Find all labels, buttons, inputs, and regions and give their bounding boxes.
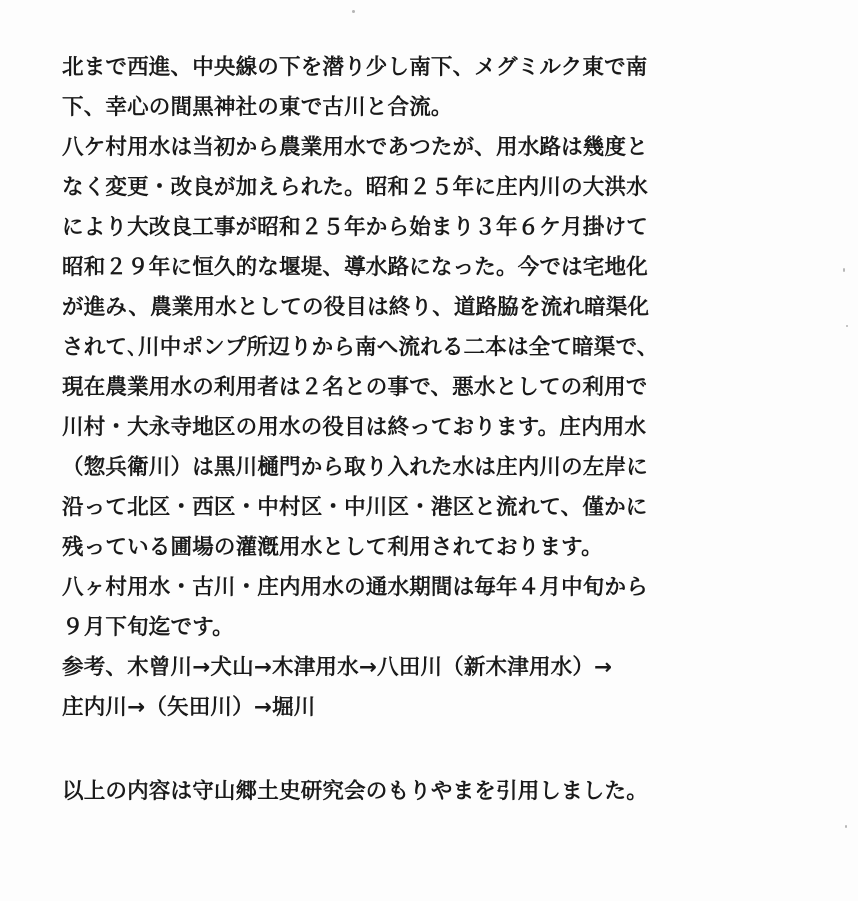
text-line: 残っている圃場の灌漑用水として利用されております。 <box>62 535 603 560</box>
paragraph-gap <box>62 728 782 772</box>
scan-speck <box>846 325 848 327</box>
text-line: 現在農業用水の利用者は２名との事で、悪水としての利用で <box>62 375 648 400</box>
text-line: 川村・大永寺地区の用水の役目は終っております。庄内用水 <box>62 415 647 440</box>
text-line: 八ケ村用水は当初から農業用水であつたが、用水路は幾度と <box>62 135 648 160</box>
scan-speck <box>845 825 847 828</box>
text-line: 庄内川→（矢田川）→堀川 <box>62 695 316 720</box>
text-line: （惣兵衛川）は黒川樋門から取り入れた水は庄内川の左岸に <box>62 455 648 480</box>
text-line: 北まで西進、中央線の下を潜り少し南下、メグミルク東で南 <box>62 55 648 80</box>
text-line: 昭和２９年に恒久的な堰堤、導水路になった。今では宅地化 <box>62 255 648 280</box>
text-line: されて､川中ポンプ所辺りから南へ流れる二本は全て暗渠で、 <box>62 335 659 360</box>
text-line: により大改良工事が昭和２５年から始まり３年６ケ月掛けて <box>62 215 648 240</box>
text-line: ９月下旬迄です。 <box>62 615 234 640</box>
text-line: 下、幸心の間黒神社の東で古川と合流。 <box>62 95 453 120</box>
text-line: 沿って北区・西区・中村区・中川区・港区と流れて、僅かに <box>62 495 648 520</box>
text-line: なく変更・改良が加えられた。昭和２５年に庄内川の大洪水 <box>62 175 648 200</box>
scan-speck <box>843 268 845 272</box>
closing-line: 以上の内容は守山郷土史研究会のもりやまを引用しました。 <box>62 779 648 804</box>
document-body <box>62 48 782 812</box>
text-line: が進み、農業用水としての役目は終り、道路脇を流れ暗渠化 <box>62 295 650 320</box>
text-line: 参考、木曾川→犬山→木津用水→八田川（新木津用水）→ <box>62 655 613 680</box>
scan-speck <box>352 10 355 13</box>
text-line: 八ヶ村用水・古川・庄内用水の通水期間は毎年４月中旬から <box>62 575 648 600</box>
